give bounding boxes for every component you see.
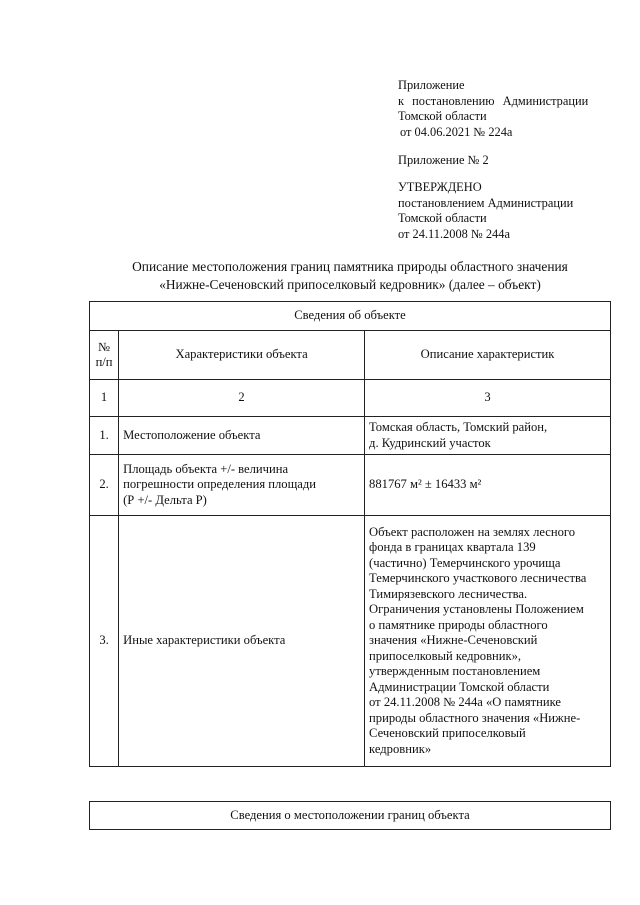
characteristic-line: погрешности определения площади — [123, 477, 317, 492]
document-title-line: «Нижне-Сеченовский припоселковый кедровник» (далее – объект) — [159, 276, 541, 292]
document-title — [90, 258, 610, 293]
object-info-table — [89, 301, 611, 767]
row-description: 881767 м² ± 16433 м² — [365, 455, 611, 516]
description-line: значения «Нижне-Сеченовский — [369, 633, 538, 648]
location-section-title-text: Сведения о местоположении границ объекта — [230, 808, 470, 822]
row-description — [365, 516, 611, 767]
document-title-line: Описание местоположения границ памятника природы областного значения — [132, 259, 568, 274]
description-line: кедровник» — [369, 741, 432, 756]
appendix-line: Томской области — [398, 109, 487, 123]
approved-date: от 24.11.2008 № 244а — [398, 226, 510, 241]
column-number: 3 — [365, 380, 611, 417]
row-number: 1. — [90, 417, 119, 455]
description-line: (частично) Темерчинского урочища — [369, 555, 561, 570]
column-header-description: Описание характеристик — [365, 331, 611, 380]
table-row — [90, 455, 611, 516]
description-line: Томская область, Томский район, — [369, 420, 548, 434]
description-line: Сеченовский припоселковый — [369, 726, 526, 741]
appendix-date: от 04.06.2021 № 224а — [400, 124, 513, 139]
description-line: от 24.11.2008 № 244а «О памятнике — [369, 695, 561, 710]
appendix-line: к постановлению Администрации — [398, 93, 589, 108]
description-line: Тимирязевского лесничества. — [369, 586, 528, 601]
row-characteristic — [119, 455, 365, 516]
row-description — [365, 417, 611, 455]
appendix-block — [398, 78, 588, 140]
characteristic-line: (Р +/- Дельта Р) — [123, 492, 207, 507]
approved-line: Томской области — [398, 211, 487, 225]
column-number: 2 — [119, 380, 365, 417]
approved-block — [398, 180, 573, 242]
appendix-line: Приложение — [398, 78, 465, 92]
row-characteristic: Иные характеристики объекта — [119, 516, 365, 767]
description-line: д. Кудринский участок — [369, 435, 491, 450]
description-line: природы областного значения «Нижне- — [369, 710, 581, 725]
table-title: Сведения об объекте — [90, 302, 611, 331]
description-line: утвержденным постановлением — [369, 664, 541, 679]
description-line: о памятнике природы областного — [369, 617, 548, 632]
column-number: 1 — [90, 380, 119, 417]
description-line: припоселковый кедровник», — [369, 648, 522, 663]
location-section-title — [89, 801, 611, 830]
table-row — [90, 417, 611, 455]
description-line: Администрации Томской области — [369, 679, 550, 694]
description-line: Темерчинского участкового лесничества — [369, 571, 587, 586]
characteristic-line: Площадь объекта +/- величина — [123, 461, 289, 476]
description-line: Ограничения установлены Положением — [369, 602, 584, 617]
column-header-characteristic: Характеристики объекта — [119, 331, 365, 380]
appendix-number — [398, 153, 489, 169]
description-line: Объект расположен на землях лесного — [369, 524, 576, 539]
row-number: 2. — [90, 455, 119, 516]
table-row — [90, 516, 611, 767]
row-characteristic: Местоположение объекта — [119, 417, 365, 455]
approved-line: постановлением Администрации — [398, 195, 574, 210]
row-number: 3. — [90, 516, 119, 767]
appendix-number-text: Приложение № 2 — [398, 153, 489, 167]
description-line: фонда в границах квартала 139 — [369, 540, 536, 555]
column-header-num: № п/п — [90, 331, 119, 380]
approved-heading: УТВЕРЖДЕНО — [398, 180, 482, 194]
